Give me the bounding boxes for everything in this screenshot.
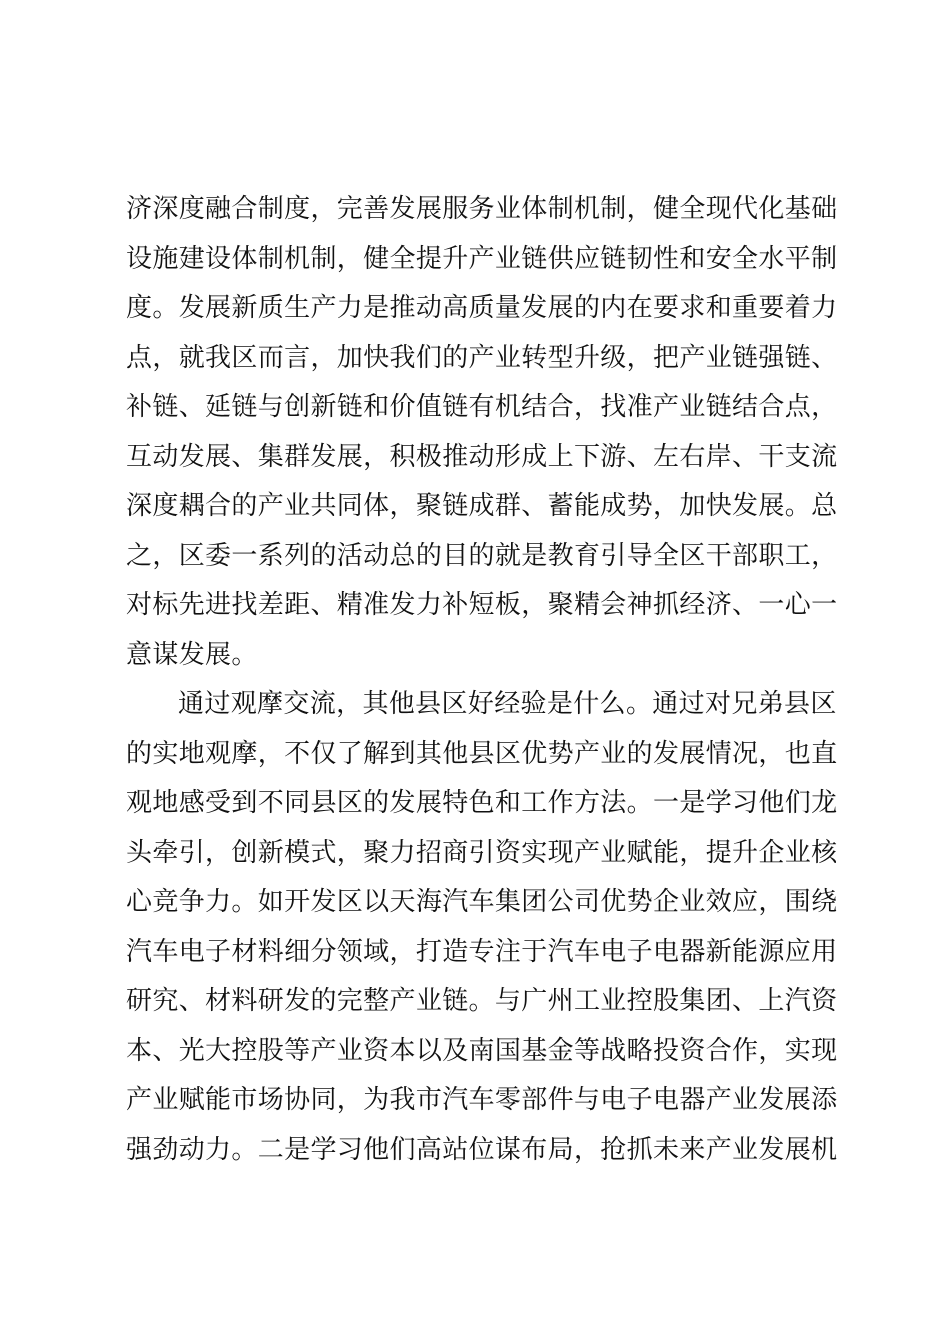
text-line: 度。发展新质生产力是推动高质量发展的内在要求和重要着力 <box>126 293 838 323</box>
text-line: 本、光大控股等产业资本以及南国基金等战略投资合作，实现 <box>126 1035 838 1066</box>
text-line: 头牵引，创新模式，聚力招商引资实现产业赋能，提升企业核 <box>126 837 838 868</box>
text-line: 济深度融合制度，完善发展服务业体制机制，健全现代化基础 <box>126 194 838 224</box>
text-line: 深度耦合的产业共同体，聚链成群、蓄能成势，加快发展。总 <box>126 491 838 521</box>
text-line: 观地感受到不同县区的发展特色和工作方法。一是学习他们龙 <box>126 788 838 818</box>
paragraph-first-line: 通过观摩交流，其他县区好经验是什么。通过对兄弟县区 <box>178 689 837 719</box>
text-line: 产业赋能市场协同，为我市汽车零部件与电子电器产业发展添 <box>126 1085 838 1115</box>
text-line: 之，区委一系列的活动总的目的就是教育引导全区干部职工， <box>126 540 838 571</box>
text-line: 点，就我区而言，加快我们的产业转型升级，把产业链强链、 <box>126 342 838 373</box>
body-text <box>126 185 838 1175</box>
text-line: 对标先进找差距、精准发力补短板，聚精会神抓经济、一心一 <box>126 590 838 620</box>
text-line: 汽车电子材料细分领域，打造专注于汽车电子电器新能源应用 <box>126 936 838 967</box>
text-line: 设施建设体制机制，健全提升产业链供应链韧性和安全水平制 <box>126 243 838 274</box>
text-line: 心竞争力。如开发区以天海汽车集团公司优势企业效应，围绕 <box>126 887 838 917</box>
text-line: 研究、材料研发的完整产业链。与广州工业控股集团、上汽资 <box>126 986 838 1016</box>
text-line: 意谋发展。 <box>126 639 258 670</box>
text-line: 的实地观摩，不仅了解到其他县区优势产业的发展情况，也直 <box>126 738 838 769</box>
text-line: 互动发展、集群发展，积极推动形成上下游、左右岸、干支流 <box>126 441 838 472</box>
text-line: 强劲动力。二是学习他们高站位谋布局，抢抓未来产业发展机 <box>126 1134 838 1165</box>
text-line: 补链、延链与创新链和价值链有机结合，找准产业链结合点， <box>126 392 838 422</box>
